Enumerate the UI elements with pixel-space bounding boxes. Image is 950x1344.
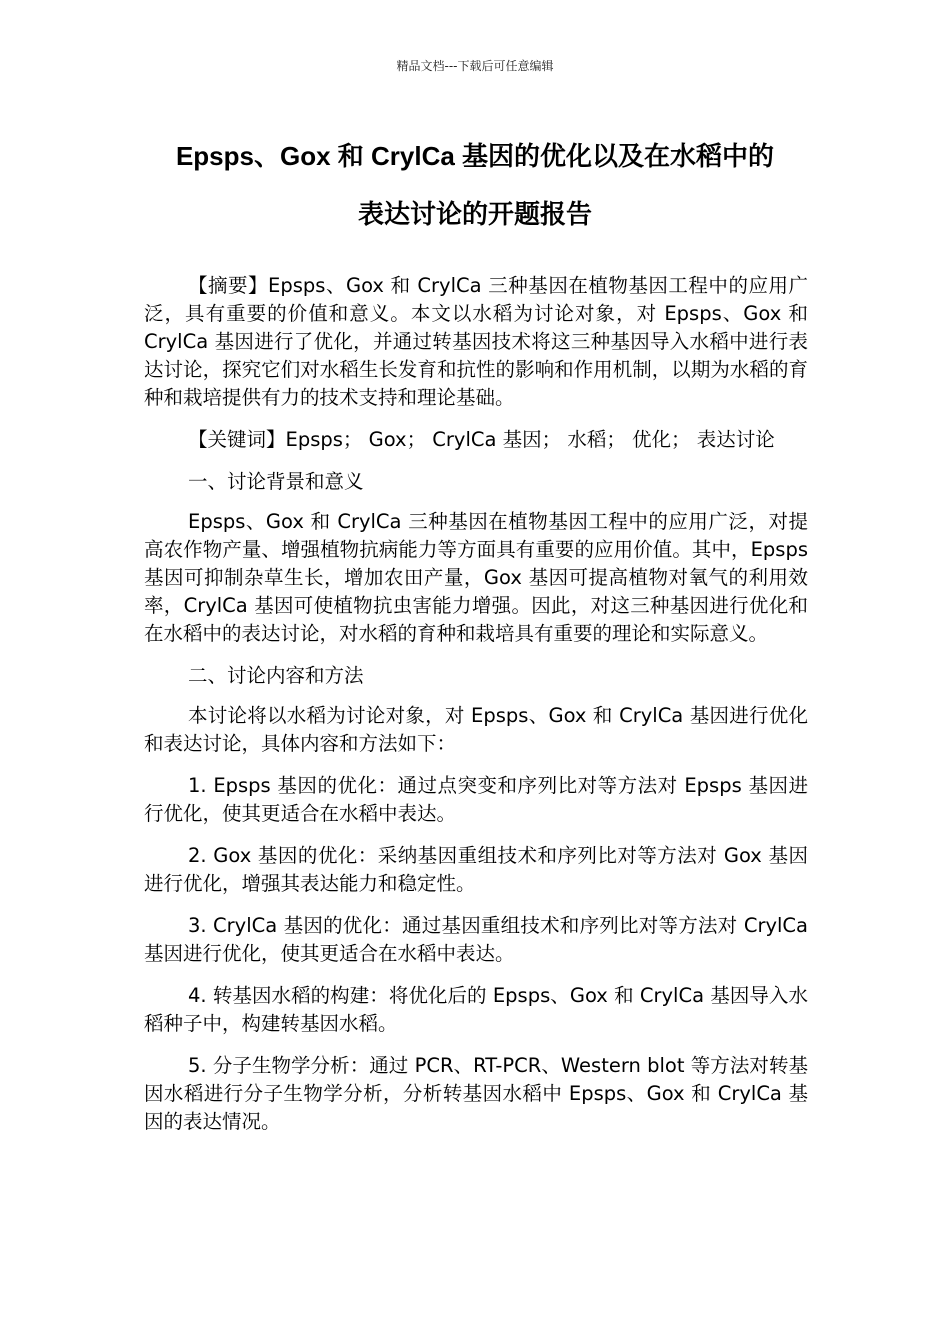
section-1-heading: 一、讨论背景和意义 — [188, 470, 364, 493]
method-item-5: 5. 分子生物学分析：通过 PCR、RT-PCR、Western blot 等方法对转基因水稻进行分子生物学分析，分析转基因水稻中 Epsps、Gox 和 CrylCa 基因的表达情况。 — [144, 1054, 808, 1133]
method-item-4: 4. 转基因水稻的构建：将优化后的 Epsps、Gox 和 CrylCa 基因导入水稻种子中，构建转基因水稻。 — [144, 984, 808, 1035]
keywords-paragraph: 【关键词】Epsps； Gox； CrylCa 基因； 水稻； 优化； 表达讨论 — [188, 428, 775, 451]
abstract-paragraph: 【摘要】Epsps、Gox 和 CrylCa 三种基因在植物基因工程中的应用广泛，具有重要的价值和意义。本文以水稻为讨论对象，对 Epsps、Gox 和 CrylCa 基因进行了优化，并通过转基因技术将这三种基因导入水稻中进行表达讨论，探究它们对水稻生长发育和抗性的影响和作用机制，以期为水稻的育种和栽培提供有力的技术支持和理论基础。 — [144, 274, 808, 409]
document-body — [144, 272, 808, 1150]
method-item-1: 1. Epsps 基因的优化：通过点突变和序列比对等方法对 Epsps 基因进行优化，使其更适合在水稻中表达。 — [144, 774, 808, 825]
section-2-heading: 二、讨论内容和方法 — [188, 664, 364, 687]
section-2-intro: 本讨论将以水稻为讨论对象，对 Epsps、Gox 和 CrylCa 基因进行优化和表达讨论，具体内容和方法如下： — [144, 704, 808, 755]
method-item-3: 3. CrylCa 基因的优化：通过基因重组技术和序列比对等方法对 CrylCa 基因进行优化，使其更适合在水稻中表达。 — [144, 914, 808, 965]
document-title-line-1: Epsps、Gox 和 CrylCa 基因的优化以及在水稻中的 — [175, 141, 775, 171]
section-1-body: Epsps、Gox 和 CrylCa 三种基因在植物基因工程中的应用广泛，对提高农作物产量、增强植物抗病能力等方面具有重要的应用价值。其中，Epsps 基因可抑制杂草生长，增加农田产量，Gox 基因可提高植物对氧气的利用效率，CrylCa 基因可使植物抗虫害能力增强。因此，对这三种基因进行优化和在水稻中的表达讨论，对水稻的育种和栽培具有重要的理论和实际意义。 — [144, 510, 808, 645]
method-item-2: 2. Gox 基因的优化：采纳基因重组技术和序列比对等方法对 Gox 基因进行优化，增强其表达能力和稳定性。 — [144, 844, 808, 895]
page-header-note: 精品文档---下载后可任意编辑 — [396, 59, 554, 73]
document-title-line-2: 表达讨论的开题报告 — [357, 199, 592, 229]
